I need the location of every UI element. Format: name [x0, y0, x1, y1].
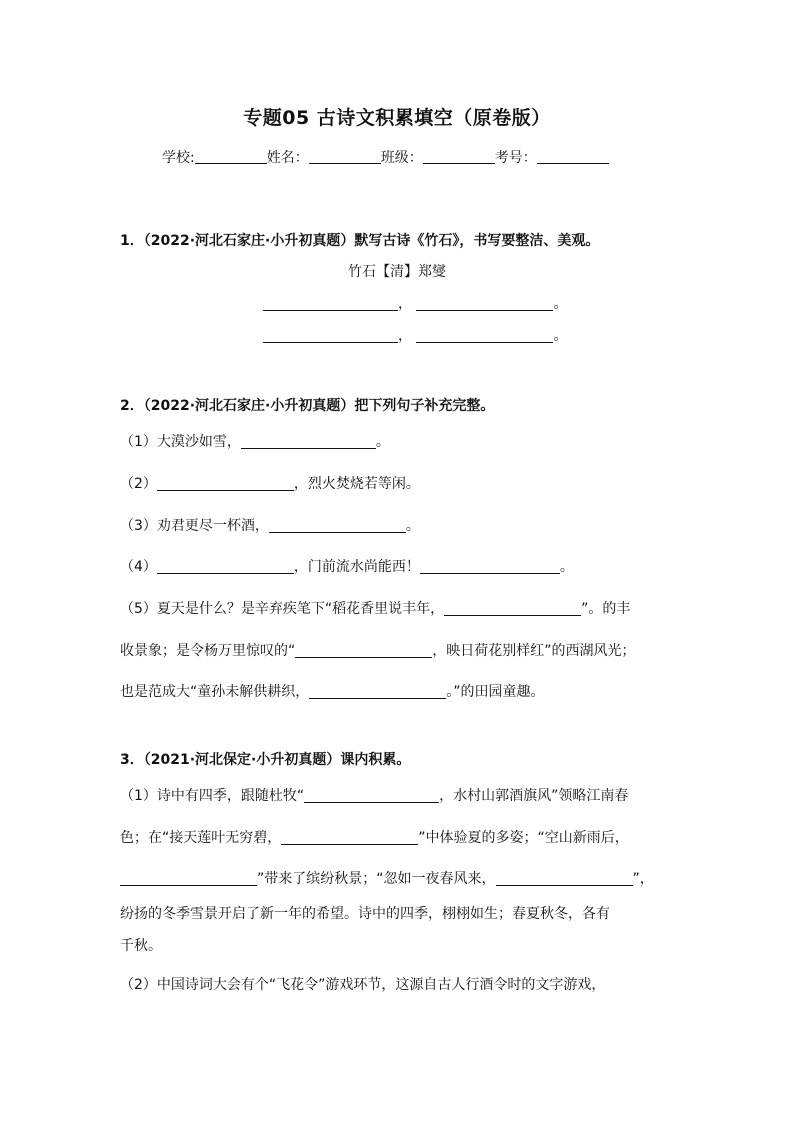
page-title: 专题05 古诗文积累填空（原卷版）	[243, 107, 551, 129]
period: 。	[553, 328, 568, 344]
q2-item-5-line-3	[120, 681, 545, 701]
poem-line-2	[263, 325, 567, 345]
answer-blank[interactable]	[157, 475, 294, 491]
item-text: 色；在“接天莲叶无穷碧，	[120, 830, 282, 846]
answer-blank[interactable]	[304, 787, 439, 803]
q2-item-5-line-2	[120, 640, 636, 660]
answer-blank[interactable]	[309, 683, 446, 699]
item-text: ，映日荷花别样红”的西湖风光；	[432, 643, 636, 659]
item-text: ”，	[632, 871, 654, 887]
answer-blank[interactable]	[416, 295, 553, 311]
student-info-line	[162, 147, 609, 167]
name-label: 姓名：	[266, 150, 309, 166]
item-text: ，烈火焚烧若等闲。	[293, 476, 420, 492]
q2-item-5-line-1	[120, 598, 630, 618]
item-text: （5）夏天是什么？是辛弃疾笔下“稻花香里说丰年，	[120, 601, 445, 617]
item-text: 。”的田园童趣。	[446, 684, 545, 700]
item-text: （3）劝君更尽一杯酒，	[120, 518, 269, 534]
comma: ，	[398, 296, 412, 312]
item-text: （2）	[120, 476, 157, 492]
comma: ，	[398, 328, 412, 344]
answer-blank[interactable]	[444, 600, 581, 616]
answer-blank[interactable]	[295, 642, 432, 658]
school-label: 学校:	[162, 150, 195, 166]
item-text: 。	[405, 518, 420, 534]
q2-item-1	[120, 431, 390, 451]
exam-no-blank[interactable]	[537, 149, 609, 164]
item-text: （4）	[120, 559, 157, 575]
q3-line-6: （2）中国诗词大会有个“飞花令”游戏环节，这源自古人行酒令时的文字游戏，	[120, 977, 606, 993]
q3-line-4: 纷扬的冬季雪景开启了新一年的希望。诗中的四季，栩栩如生；春夏秋冬，各有	[120, 906, 610, 922]
poem-line-1	[263, 293, 567, 313]
item-text: ”带来了缤纷秋景；“忽如一夜春风来，	[257, 871, 496, 887]
q2-item-3	[120, 515, 420, 535]
class-blank[interactable]	[423, 149, 495, 164]
q3-line-3	[120, 868, 654, 888]
item-text: ，门前流水尚能西！	[293, 559, 420, 575]
question-3-stem: 3．（2021·河北保定·小升初真题）课内积累。	[120, 752, 411, 768]
answer-blank[interactable]	[241, 433, 376, 449]
q3-line-5: 千秋。	[120, 938, 162, 954]
answer-blank[interactable]	[416, 327, 553, 343]
item-text: 。	[559, 559, 574, 575]
item-text: ，水村山郭酒旗风”领略江南春	[439, 788, 629, 804]
q2-item-2	[120, 473, 420, 493]
answer-blank[interactable]	[263, 295, 398, 311]
question-1-stem: 1．（2022·河北石家庄·小升初真题）默写古诗《竹石》，书写要整洁、美观。	[120, 233, 600, 249]
q3-line-1	[120, 785, 628, 805]
answer-blank[interactable]	[157, 558, 294, 574]
answer-blank[interactable]	[120, 870, 257, 886]
item-text: 收景象；是令杨万里惊叹的“	[120, 643, 296, 659]
name-blank[interactable]	[309, 149, 381, 164]
answer-blank[interactable]	[420, 558, 560, 574]
answer-blank[interactable]	[496, 870, 633, 886]
answer-blank[interactable]	[269, 517, 406, 533]
item-text: 。	[375, 434, 390, 450]
item-text: ”。的丰	[581, 601, 631, 617]
exam-no-label: 考号：	[494, 150, 537, 166]
question-2-stem: 2．（2022·河北石家庄·小升初真题）把下列句子补充完整。	[120, 398, 495, 414]
answer-blank[interactable]	[281, 829, 418, 845]
period: 。	[553, 296, 568, 312]
item-text: （1）大漠沙如雪，	[120, 434, 241, 450]
q2-item-4	[120, 556, 574, 576]
item-text: ”中体验夏的多姿；“空山新雨后，	[418, 830, 629, 846]
class-label: 班级：	[380, 150, 423, 166]
school-blank[interactable]	[195, 149, 267, 164]
item-text: 也是范成大“童孙未解供耕织，	[120, 684, 310, 700]
q3-line-2	[120, 827, 629, 847]
item-text: （1）诗中有四季，跟随杜牧“	[120, 788, 305, 804]
poem-title: 竹石【清】郑燮	[348, 264, 446, 280]
answer-blank[interactable]	[263, 327, 398, 343]
